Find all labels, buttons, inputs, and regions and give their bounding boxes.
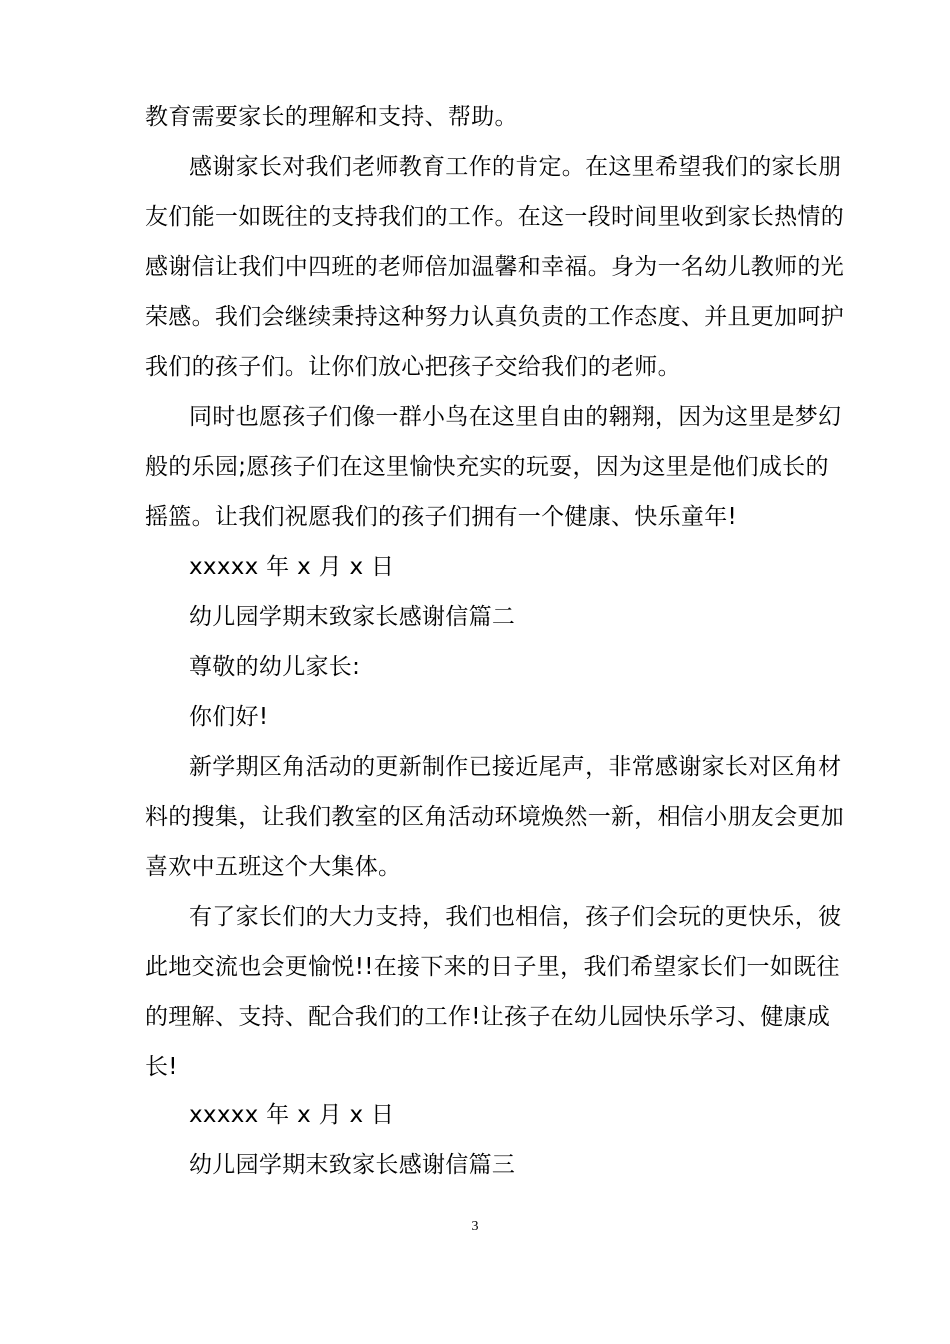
greeting: 你们好! xyxy=(189,704,269,730)
paragraph-start-line: 同时也愿孩子们像一群小鸟在这里自由的翱翔，因为这里是梦幻 xyxy=(189,404,842,430)
paragraph-start-line: 有了家长们的大力支持，我们也相信，孩子们会玩的更快乐，彼 xyxy=(189,904,842,930)
text-line: 友们能一如既往的支持我们的工作。在这一段时间里收到家长热情的 xyxy=(145,204,844,230)
page-number: 3 xyxy=(471,1219,479,1234)
salutation: 尊敬的幼儿家长: xyxy=(189,654,361,680)
date-line: xxxxx 年 x 月 x 日 xyxy=(189,554,395,580)
text-line: 摇篮。让我们祝愿我们的孩子们拥有一个健康、快乐童年! xyxy=(145,504,738,530)
text-line: 我们的孩子们。让你们放心把孩子交给我们的老师。 xyxy=(145,354,681,380)
date-line: xxxxx 年 x 月 x 日 xyxy=(189,1102,395,1128)
text-line: 荣感。我们会继续秉持这种努力认真负责的工作态度、并且更加呵护 xyxy=(145,304,844,330)
text-line: 长! xyxy=(145,1054,178,1080)
text-line: 喜欢中五班这个大集体。 xyxy=(145,854,402,880)
paragraph-start-line: 新学期区角活动的更新制作已接近尾声，非常感谢家长对区角材 xyxy=(189,754,842,780)
section-heading: 幼儿园学期末致家长感谢信篇二 xyxy=(189,604,516,630)
text-line: 般的乐园;愿孩子们在这里愉快充实的玩耍，因为这里是他们成长的 xyxy=(145,454,829,480)
text-line: 的理解、支持、配合我们的工作!让孩子在幼儿园快乐学习、健康成 xyxy=(145,1004,831,1030)
section-heading: 幼儿园学期末致家长感谢信篇三 xyxy=(189,1152,516,1178)
text-line: 教育需要家长的理解和支持、帮助。 xyxy=(145,104,518,130)
text-line: 感谢信让我们中四班的老师倍加温馨和幸福。身为一名幼儿教师的光 xyxy=(145,254,844,280)
paragraph-start-line: 感谢家长对我们老师教育工作的肯定。在这里希望我们的家长朋 xyxy=(189,154,842,180)
text-line: 此地交流也会更愉悦!!在接下来的日子里，我们希望家长们一如既往 xyxy=(145,954,840,980)
text-line: 料的搜集，让我们教室的区角活动环境焕然一新，相信小朋友会更加 xyxy=(145,804,844,830)
